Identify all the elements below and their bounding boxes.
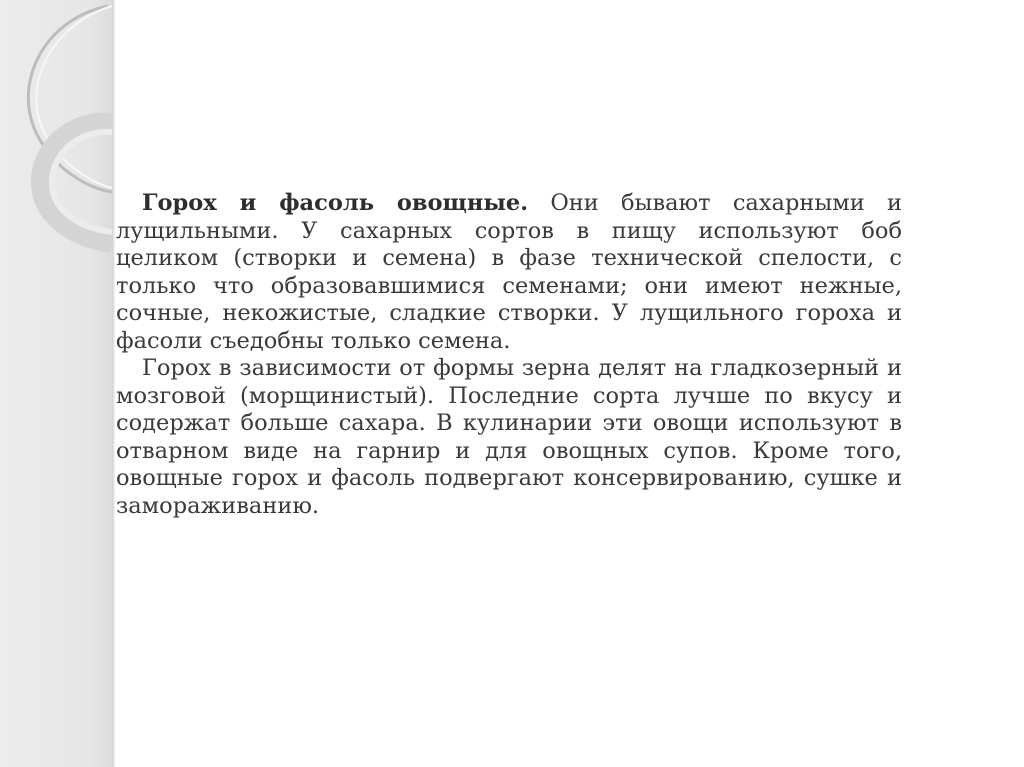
paragraph-2-text: Горох в зависимости от формы зерна делят на гладкозерный и мозговой (морщинистый). Последние сорта лучше по вкусу и содержат больше сахара. В кулинарии эти овощи используют в отварном виде на гарнир и для овощных супов. Кроме того, овощные горох и фасоль подвергают консервированию, сушке и замораживанию. (116, 355, 902, 519)
paragraph-1-lead: Горох и фасоль овощные. (142, 190, 529, 216)
paragraph-1-text: Они бывают сахарными и лущильными. У сахарных сортов в пищу используют боб целиком (створки и семена) в фазе технической спелости, с только что образовавшимися семенами; они имеют нежные, сочные, некожистые, сладкие створки. У лущильного гороха и фасоли съедобны только семена. (116, 190, 902, 354)
paragraph-2 (116, 355, 902, 520)
paragraph-1 (116, 190, 902, 355)
body-text (116, 190, 902, 519)
decorative-arcs (0, 0, 130, 260)
